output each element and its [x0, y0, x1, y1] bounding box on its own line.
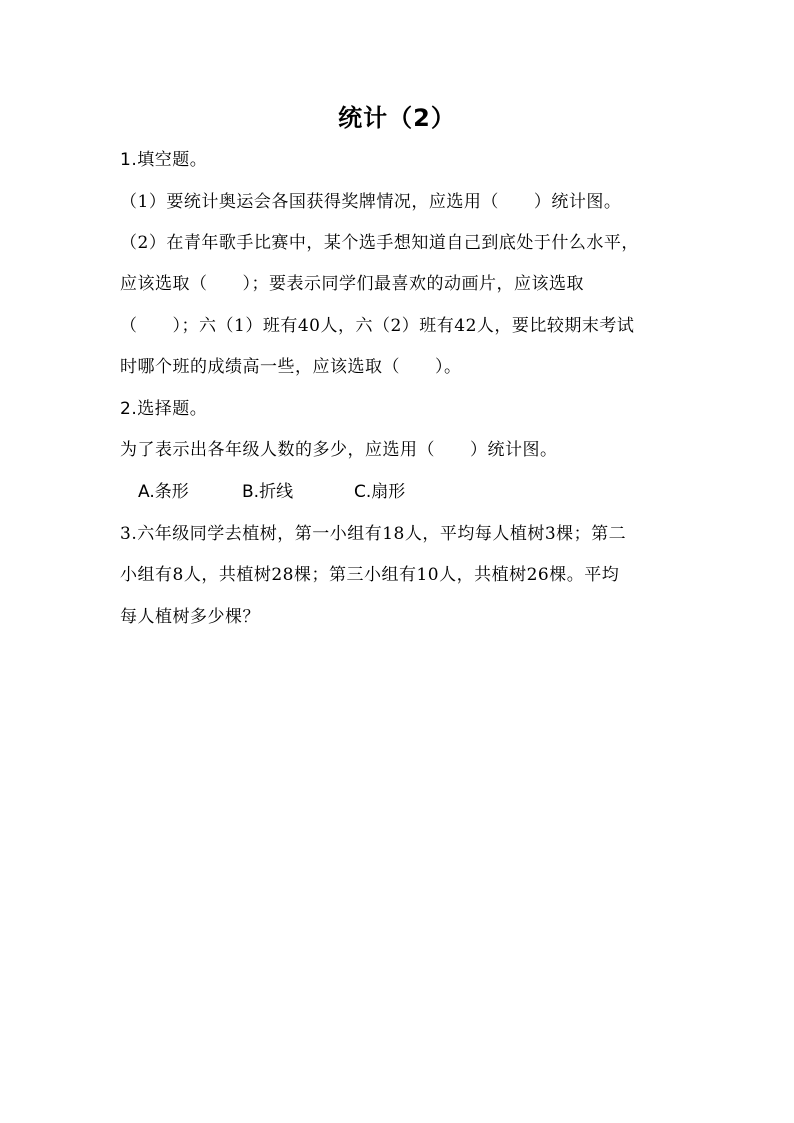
- page-title: 统计（2）: [338, 104, 456, 132]
- question-1-2-line-4: 时哪个班的成绩高一些，应该选取（ ）。: [120, 357, 462, 377]
- question-3-line-1: 3.六年级同学去植树，第一小组有18人，平均每人植树3棵；第二: [120, 524, 627, 544]
- section-1-heading: 1.填空题。: [120, 150, 208, 170]
- question-2-text: 为了表示出各年级人数的多少，应选用（ ）统计图。: [120, 440, 558, 460]
- question-1-2-line-3: （ ）；六（1）班有40人，六（2）班有42人，要比较期末考试: [120, 316, 635, 336]
- choice-b: B.折线: [242, 482, 294, 502]
- question-1-1: （1）要统计奥运会各国获得奖牌情况，应选用（ ）统计图。: [120, 192, 622, 212]
- question-3-line-3: 每人植树多少棵？: [120, 607, 260, 627]
- choice-a: A.条形: [138, 482, 189, 502]
- question-1-2-line-2: 应该选取（ ）；要表示同学们最喜欢的动画片，应该选取: [120, 274, 584, 294]
- choice-c: C.扇形: [354, 482, 406, 502]
- question-3-line-2: 小组有8人，共植树28棵；第三小组有10人，共植树26棵。平均: [120, 565, 620, 585]
- question-1-2-line-1: （2）在青年歌手比赛中，某个选手想知道自己到底处于什么水平，: [120, 233, 639, 253]
- section-2-heading: 2.选择题。: [120, 399, 208, 419]
